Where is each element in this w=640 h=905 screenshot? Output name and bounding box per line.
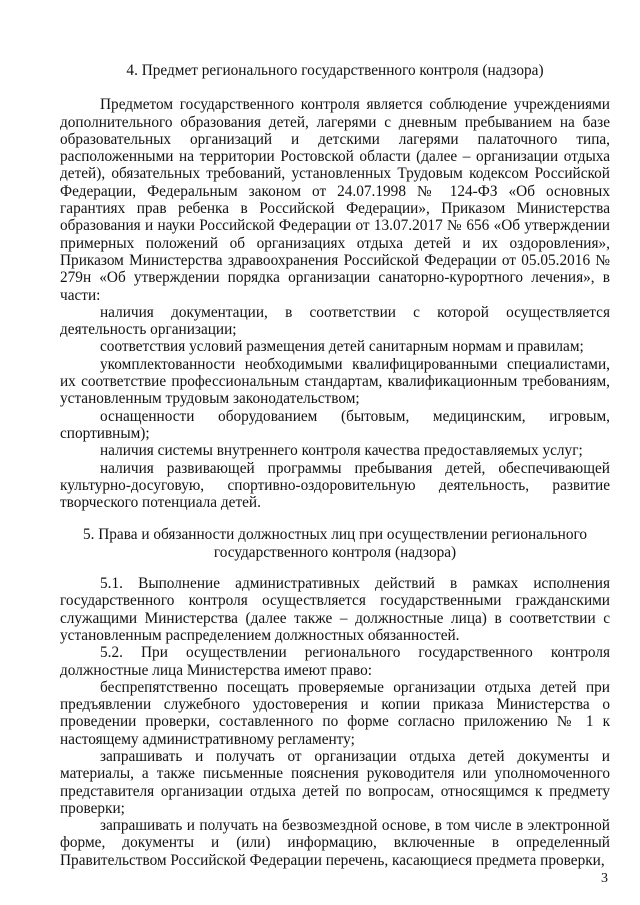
section-4-paragraph: Предметом государственного контроля является соблюдение учреждениями дополнительного образования детей, лагерями с дневным пребыванием на базе образовательных организаций и детскими лагерями палаточного типа, расположенными на территории Ростовской области (далее – организации отдыха детей), обязательных требований, установленных Трудовым кодексом Российской Федерации, Федеральным законом от 24.07.1998 № 124-ФЗ «Об основных гарантиях прав ребенка в Российской Федерации», Приказом Министерства образования и науки Российской Федерации от 13.07.2017 № 656 «Об утверждении примерных положений об организациях отдыха детей и их оздоровления», Приказом Министерства здравоохранения Российской Федерации от 05.05.2016 № 279н «Об утверждении порядка организации санаторно-курортного лечения», в части: (60, 96, 610, 304)
section-5-paragraph: 5.1. Выполнение административных действий в рамках исполнения государственного контроля осуществляется государственными гражданскими служащими Министерства (далее также – должностные лица) в соответствии с установленным распределением должностных обязанностей. (60, 575, 610, 644)
section-5-list-item: беспрепятственно посещать проверяемые организации отдыха детей при предъявлении служебного удостоверения и копии приказа Министерства о проведении проверки, составленного по форме согласно приложению № 1 к настоящему административному регламенту; (60, 678, 610, 748)
section-4-list-item: наличия развивающей программы пребывания детей, обеспечивающей культурно-досуговую, спортивно-оздоровительную деятельность, развитие творческого потенциала детей. (60, 459, 610, 512)
section-4-list-item: наличия системы внутреннего контроля качества предоставляемых услуг; (100, 442, 583, 460)
section-4-list-item: оснащенности оборудованием (бытовым, медицинским, игровым, спортивным); (60, 407, 610, 442)
section-5-heading-line: государственного контроля (надзора) (213, 543, 457, 561)
section-5-heading (60, 526, 610, 561)
section-4-heading: 4. Предмет регионального государственного контроля (надзора) (126, 62, 544, 79)
section-4-list-item: наличия документации, в соответствии с которой осуществляется деятельность организации; (60, 303, 610, 339)
page-number: 3 (601, 871, 608, 886)
section-5-paragraph: 5.2. При осуществлении регионального государственного контроля должностные лица Министерства имеют право: (60, 644, 610, 679)
document-page (60, 62, 610, 869)
section-5-list-item: запрашивать и получать на безвозмездной основе, в том числе в электронной форме, документы и (или) информацию, включенные в определенный Правительством Российской Федерации перечень, касающиеся предмета проверки, (60, 817, 610, 869)
section-5-heading-line: 5. Права и обязанности должностных лиц при осуществлении регионального (82, 526, 588, 544)
section-4-list-item: соответствия условий размещения детей санитарным нормам и правилам; (100, 338, 584, 356)
section-5-list-item: запрашивать и получать от организации отдыха детей документы и материалы, а также письменные пояснения руководителя или уполномоченного представителя организации отдыха детей по вопросам, относящимся к предмету проверки; (60, 747, 610, 817)
section-4-list-item: укомплектованности необходимыми квалифицированными специалистами, их соответствие профессиональным стандартам, квалификационным требованиям, установленным трудовым законодательством; (60, 355, 610, 408)
